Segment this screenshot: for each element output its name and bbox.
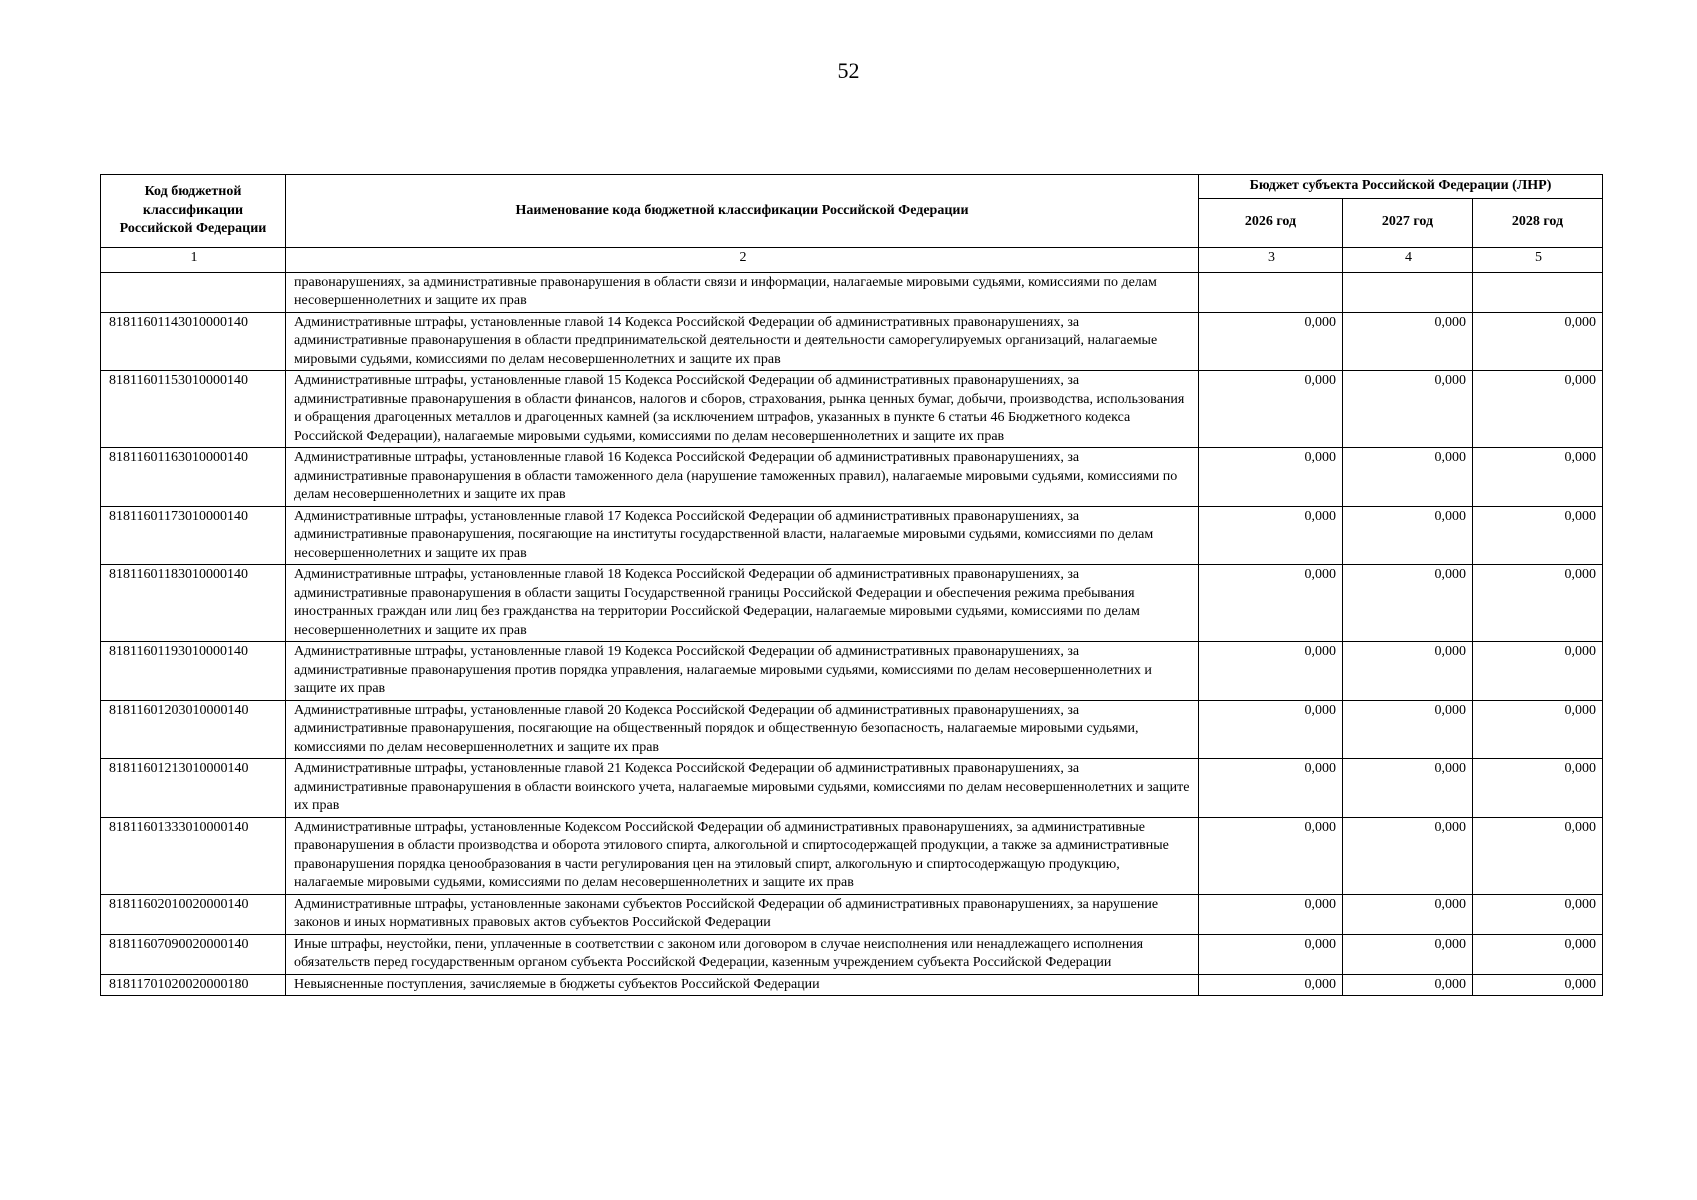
budget-code: 81811601143010000140: [101, 312, 286, 371]
value-2026: 0,000: [1199, 448, 1343, 507]
value-2026: 0,000: [1199, 700, 1343, 759]
budget-code: 81811601183010000140: [101, 565, 286, 642]
value-2027: [1343, 272, 1473, 312]
column-number: 3: [1199, 247, 1343, 272]
value-2027: 0,000: [1343, 642, 1473, 701]
value-2026: 0,000: [1199, 934, 1343, 974]
budget-code-name: Административные штрафы, установленные главой 17 Кодекса Российской Федерации об административных правонарушениях, за административные правонарушения, посягающие на институты государственной власти, налагаемые мировыми судьями, комиссиями по делам несовершеннолетних и защите их прав: [286, 506, 1199, 565]
value-2026: [1199, 272, 1343, 312]
value-2028: 0,000: [1473, 506, 1603, 565]
table-row: [101, 759, 1603, 818]
value-2028: 0,000: [1473, 974, 1603, 996]
value-2027: 0,000: [1343, 506, 1473, 565]
value-2026: 0,000: [1199, 312, 1343, 371]
header-year-2027: 2027 год: [1343, 198, 1473, 247]
value-2027: 0,000: [1343, 371, 1473, 448]
budget-code: 81811601213010000140: [101, 759, 286, 818]
budget-code-name: Административные штрафы, установленные главой 16 Кодекса Российской Федерации об административных правонарушениях, за административные правонарушения в области таможенного дела (нарушение таможенных правил), налагаемые мировыми судьями, комиссиями по делам несовершеннолетних и защите их прав: [286, 448, 1199, 507]
value-2027: 0,000: [1343, 312, 1473, 371]
budget-code: 81811701020020000180: [101, 974, 286, 996]
value-2026: 0,000: [1199, 565, 1343, 642]
table-row: [101, 974, 1603, 996]
value-2027: 0,000: [1343, 894, 1473, 934]
budget-code-name: Административные штрафы, установленные законами субъектов Российской Федерации об административных правонарушениях, за нарушение законов и иных нормативных правовых актов субъектов Российской Федерации: [286, 894, 1199, 934]
budget-code: 81811601203010000140: [101, 700, 286, 759]
column-number: 1: [101, 247, 286, 272]
budget-code: 81811607090020000140: [101, 934, 286, 974]
value-2027: 0,000: [1343, 934, 1473, 974]
budget-code: 81811601163010000140: [101, 448, 286, 507]
column-number: 5: [1473, 247, 1603, 272]
table-row: [101, 448, 1603, 507]
header-name-column: Наименование кода бюджетной классификации Российской Федерации: [286, 175, 1199, 248]
page-number: 52: [837, 58, 860, 83]
table-row: [101, 371, 1603, 448]
value-2028: 0,000: [1473, 565, 1603, 642]
value-2027: 0,000: [1343, 974, 1473, 996]
value-2026: 0,000: [1199, 817, 1343, 894]
value-2026: 0,000: [1199, 506, 1343, 565]
budget-code: 81811601333010000140: [101, 817, 286, 894]
table-row: [101, 700, 1603, 759]
header-year-2026: 2026 год: [1199, 198, 1343, 247]
budget-code-name: Административные штрафы, установленные главой 19 Кодекса Российской Федерации об административных правонарушениях, за административные правонарушения против порядка управления, налагаемые мировыми судьями, комиссиями по делам несовершеннолетних и защите их прав: [286, 642, 1199, 701]
value-2026: 0,000: [1199, 974, 1343, 996]
value-2027: 0,000: [1343, 759, 1473, 818]
table-row: [101, 894, 1603, 934]
budget-code: 81811601193010000140: [101, 642, 286, 701]
budget-code-name: Иные штрафы, неустойки, пени, уплаченные в соответствии с законом или договором в случае неисполнения или ненадлежащего исполнения обязательств перед государственным органом субъекта Российской Федерации, казенным учреждением субъекта Российской Федерации: [286, 934, 1199, 974]
value-2027: 0,000: [1343, 565, 1473, 642]
value-2028: 0,000: [1473, 642, 1603, 701]
budget-code: 81811601153010000140: [101, 371, 286, 448]
value-2028: 0,000: [1473, 894, 1603, 934]
value-2028: 0,000: [1473, 934, 1603, 974]
table-row: [101, 642, 1603, 701]
column-numbers-row: [101, 247, 1603, 272]
budget-classification-table: [100, 174, 1603, 996]
budget-code: [101, 272, 286, 312]
budget-code-name: Административные штрафы, установленные главой 18 Кодекса Российской Федерации об административных правонарушениях, за административные правонарушения в области защиты Государственной границы Российской Федерации и обеспечения режима пребывания иностранных граждан или лиц без гражданства на территории Российской Федерации, налагаемые мировыми судьями, комиссиями по делам несовершеннолетних и защите их прав: [286, 565, 1199, 642]
value-2028: 0,000: [1473, 700, 1603, 759]
header-budget-column: Бюджет субъекта Российской Федерации (ЛНР): [1199, 175, 1603, 199]
table-header: [101, 175, 1603, 273]
header-code-column: Код бюджетной классификации Российской Федерации: [101, 175, 286, 248]
budget-code-name: правонарушениях, за административные правонарушения в области связи и информации, налагаемые мировыми судьями, комиссиями по делам несовершеннолетних и защите их прав: [286, 272, 1199, 312]
header-row: [101, 175, 1603, 199]
value-2026: 0,000: [1199, 642, 1343, 701]
value-2028: 0,000: [1473, 759, 1603, 818]
column-number: 4: [1343, 247, 1473, 272]
value-2028: 0,000: [1473, 312, 1603, 371]
budget-code: 81811601173010000140: [101, 506, 286, 565]
value-2028: 0,000: [1473, 817, 1603, 894]
table-row: [101, 506, 1603, 565]
value-2026: 0,000: [1199, 894, 1343, 934]
value-2027: 0,000: [1343, 448, 1473, 507]
value-2028: 0,000: [1473, 371, 1603, 448]
value-2027: 0,000: [1343, 817, 1473, 894]
budget-code-name: Административные штрафы, установленные главой 20 Кодекса Российской Федерации об административных правонарушениях, за административные правонарушения, посягающие на общественный порядок и общественную безопасность, налагаемые мировыми судьями, комиссиями по делам несовершеннолетних и защите их прав: [286, 700, 1199, 759]
table-row: [101, 272, 1603, 312]
column-number: 2: [286, 247, 1199, 272]
table-row: [101, 934, 1603, 974]
value-2026: 0,000: [1199, 759, 1343, 818]
value-2028: [1473, 272, 1603, 312]
header-year-2028: 2028 год: [1473, 198, 1603, 247]
table-body: [101, 272, 1603, 996]
budget-code-name: Административные штрафы, установленные главой 21 Кодекса Российской Федерации об административных правонарушениях, за административные правонарушения в области воинского учета, налагаемые мировыми судьями, комиссиями по делам несовершеннолетних и защите их прав: [286, 759, 1199, 818]
value-2028: 0,000: [1473, 448, 1603, 507]
value-2027: 0,000: [1343, 700, 1473, 759]
budget-code-name: Административные штрафы, установленные главой 15 Кодекса Российской Федерации об административных правонарушениях, за административные правонарушения в области финансов, налогов и сборов, страхования, рынка ценных бумаг, добычи, производства, использования и обращения драгоценных металлов и драгоценных камней (за исключением штрафов, указанных в пункте 6 статьи 46 Бюджетного кодекса Российской Федерации), налагаемые мировыми судьями, комиссиями по делам несовершеннолетних и защите их прав: [286, 371, 1199, 448]
budget-code-name: Административные штрафы, установленные Кодексом Российской Федерации об административных правонарушениях, за административные правонарушения в области производства и оборота этилового спирта, алкогольной и спиртосодержащей продукции, а также за административные правонарушения порядка ценообразования в части регулирования цен на этиловый спирт, алкогольную и спиртосодержащую продукцию, налагаемые мировыми судьями, комиссиями по делам несовершеннолетних и защите их прав: [286, 817, 1199, 894]
table-row: [101, 312, 1603, 371]
value-2026: 0,000: [1199, 371, 1343, 448]
budget-code-name: Невыясненные поступления, зачисляемые в бюджеты субъектов Российской Федерации: [286, 974, 1199, 996]
budget-code-name: Административные штрафы, установленные главой 14 Кодекса Российской Федерации об административных правонарушениях, за административные правонарушения в области предпринимательской деятельности и деятельности саморегулируемых организаций, налагаемые мировыми судьями, комиссиями по делам несовершеннолетних и защите их прав: [286, 312, 1199, 371]
budget-code: 81811602010020000140: [101, 894, 286, 934]
table-row: [101, 817, 1603, 894]
table-row: [101, 565, 1603, 642]
